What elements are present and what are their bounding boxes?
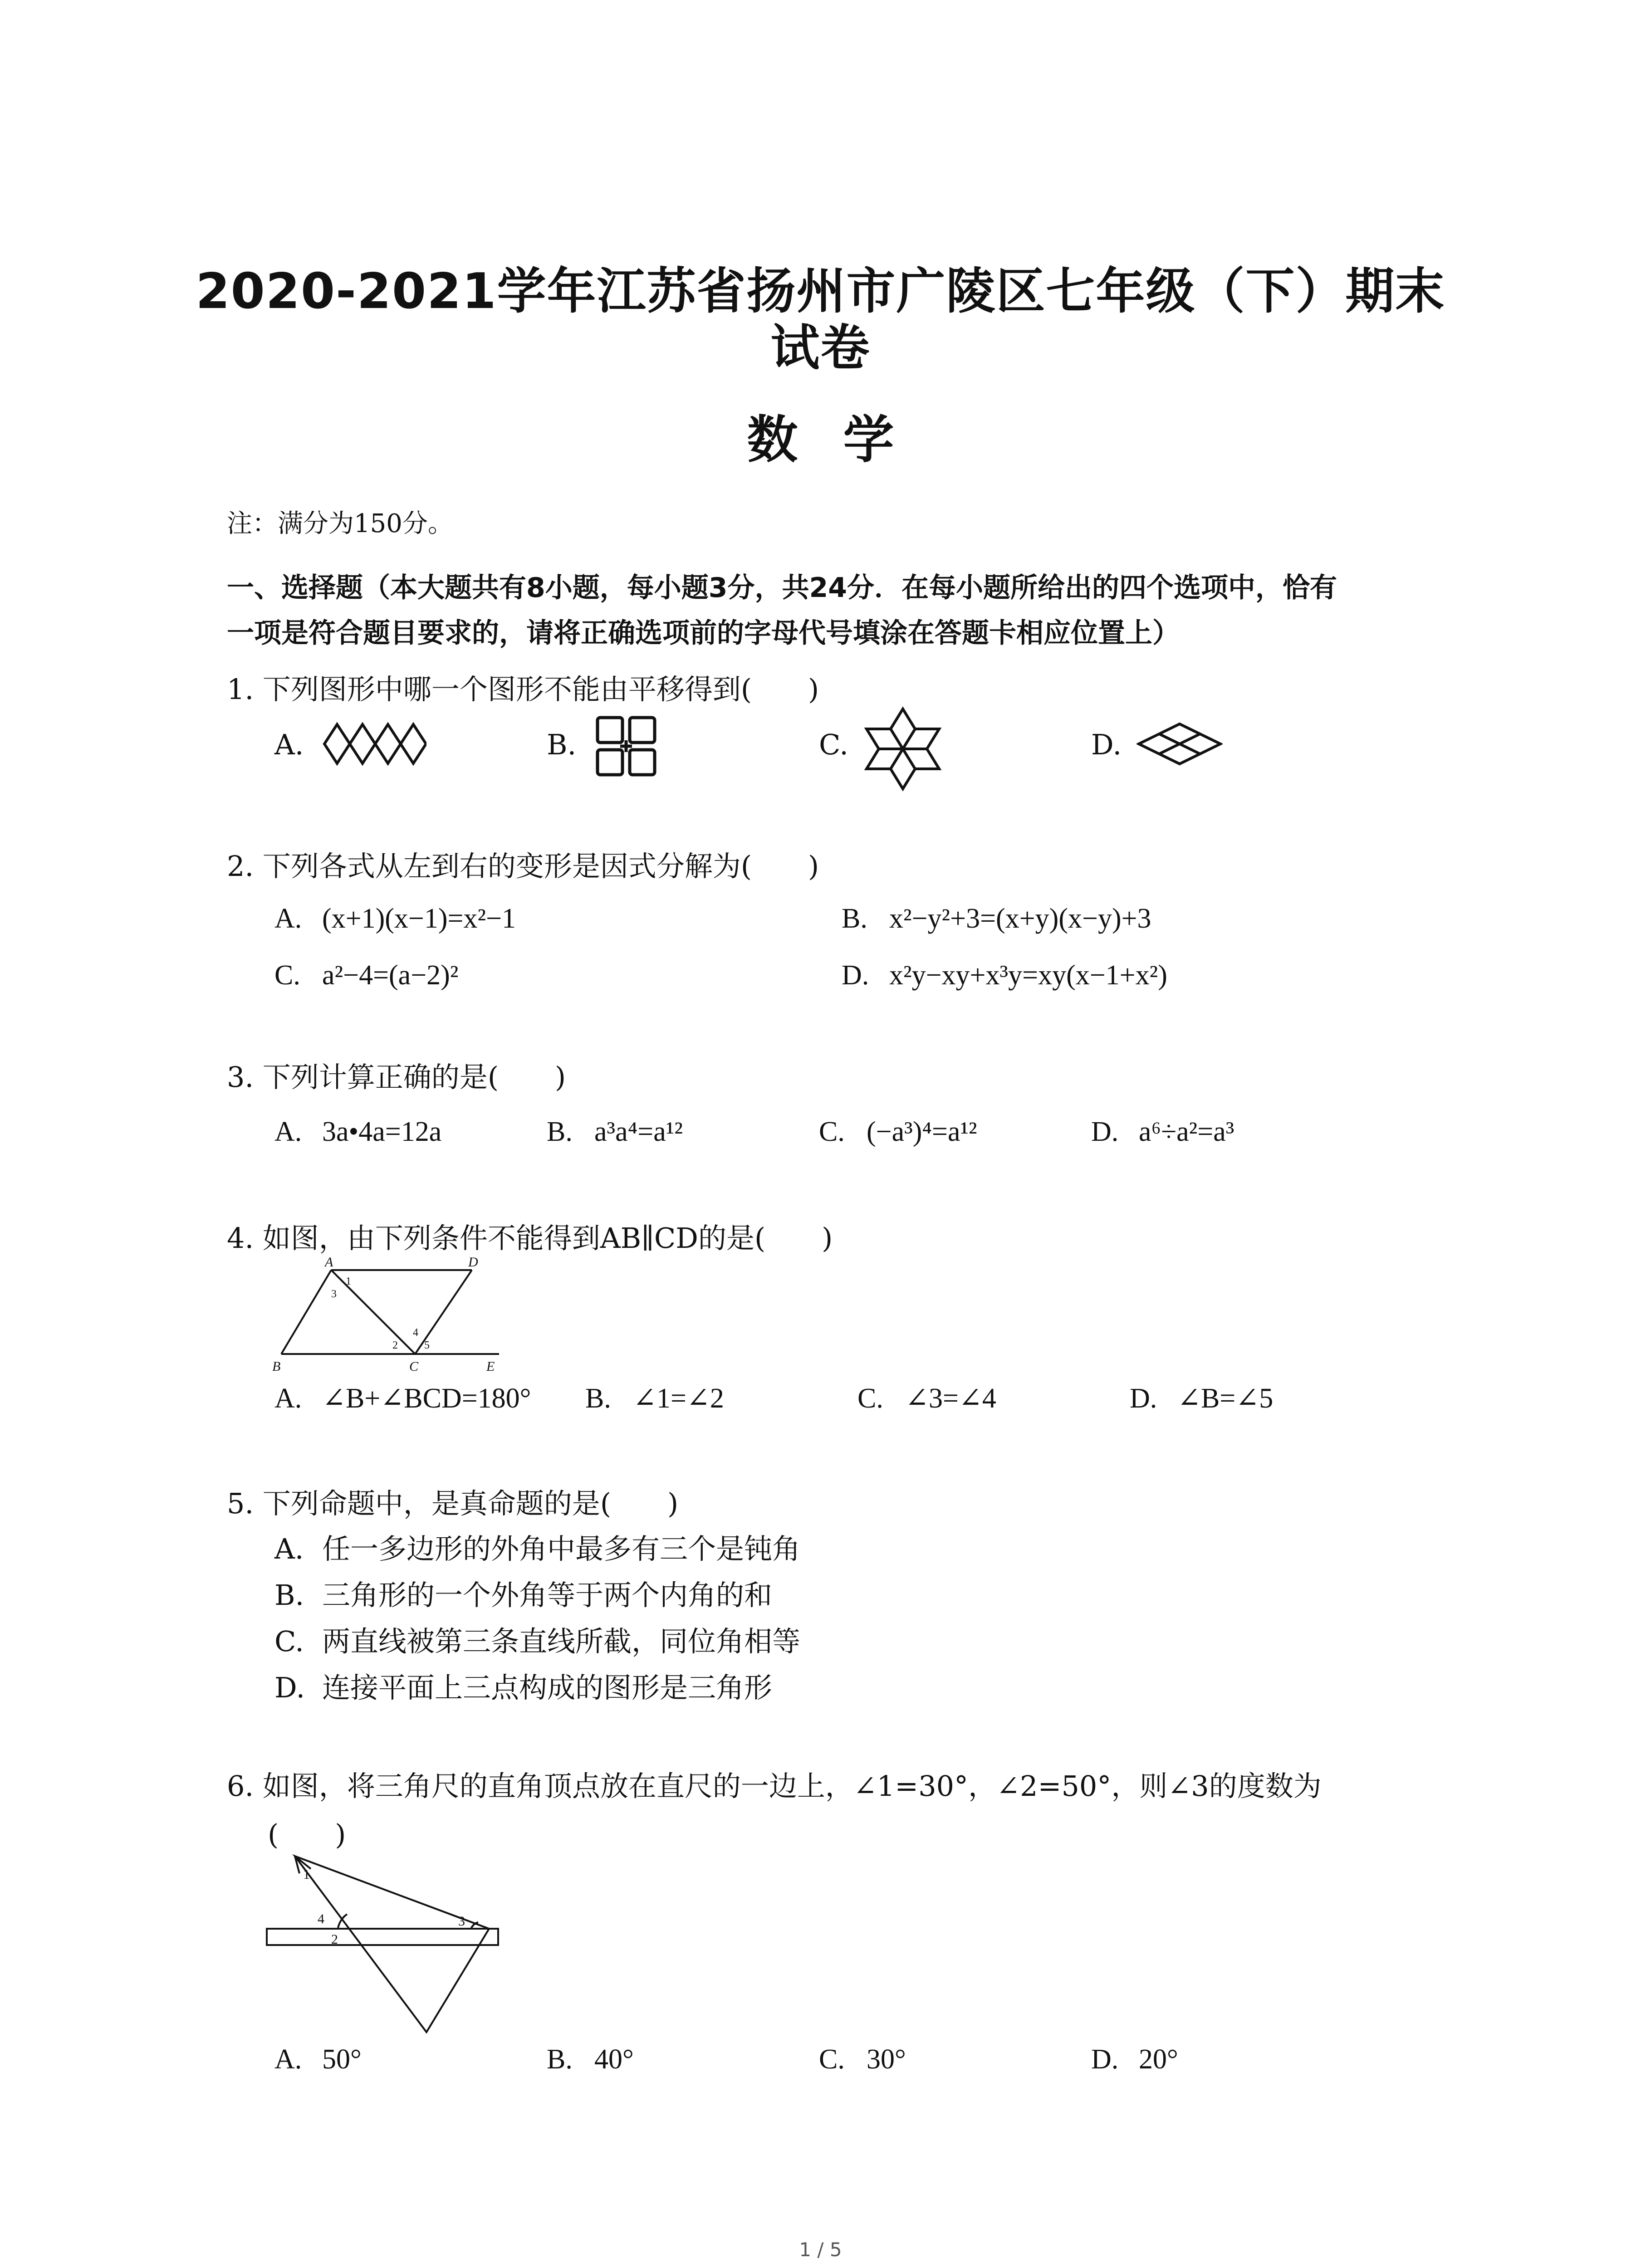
q5-option-d xyxy=(274,1665,772,1706)
q3-option-a-key: A. xyxy=(274,1116,302,1147)
q6-option-b xyxy=(547,2043,634,2076)
q3-option-b-key: B. xyxy=(547,1116,573,1147)
q5-option-a-text: 任一多边形的外角中最多有三个是钝角 xyxy=(322,1532,801,1565)
q1-figure-d-four-rhombuses xyxy=(1136,721,1223,767)
score-note: 注：满分为150分。 xyxy=(227,509,453,538)
q4-stem: 4. 如图，由下列条件不能得到AB∥CD的是( ) xyxy=(227,1222,833,1255)
q3-option-b xyxy=(547,1116,683,1148)
q3-option-c xyxy=(819,1116,977,1148)
page-number: 1 / 5 xyxy=(799,2239,842,2261)
q5-stem: 5. 下列命题中，是真命题的是( ) xyxy=(227,1487,679,1520)
q2-option-b xyxy=(842,903,1151,935)
subject-title: 数学 xyxy=(747,411,940,469)
q3-option-d xyxy=(1091,1116,1234,1148)
q6-angle-4-label: 4 xyxy=(318,1911,324,1926)
q6-option-d-key: D. xyxy=(1091,2044,1119,2075)
q4-angle-4-label: 4 xyxy=(413,1327,418,1339)
q6-option-d xyxy=(1091,2043,1178,2076)
q5-option-d-key: D. xyxy=(274,1671,305,1704)
q4-option-b-key: B. xyxy=(585,1383,611,1414)
q5-option-b xyxy=(274,1573,772,1613)
exam-title-line1: 2020-2021学年江苏省扬州市广陵区七年级（下）期末 xyxy=(196,263,1445,320)
q6-option-b-text: 40° xyxy=(594,2044,634,2075)
q4-option-b-text: ∠1=∠2 xyxy=(633,1383,724,1414)
q2-option-a xyxy=(274,903,516,935)
q4-angle-1-label: 1 xyxy=(346,1276,351,1287)
q4-option-d-key: D. xyxy=(1130,1383,1157,1414)
q1-option-a-key: A. xyxy=(274,728,304,761)
q5-option-c xyxy=(274,1619,800,1659)
q1-option-c-key: C. xyxy=(819,728,848,761)
q4-option-c-text: ∠3=∠4 xyxy=(905,1383,996,1414)
q2-option-d-key: D. xyxy=(842,960,869,991)
q6-option-c-key: C. xyxy=(819,2044,845,2075)
q1-figure-c-six-rhombus-star xyxy=(864,705,941,792)
q2-option-c-key: C. xyxy=(274,960,300,991)
q4-option-a-key: A. xyxy=(274,1383,302,1414)
q5-option-c-key: C. xyxy=(274,1625,304,1658)
q4-option-a xyxy=(274,1381,531,1415)
q4-option-c-key: C. xyxy=(857,1383,883,1414)
q4-option-d xyxy=(1130,1381,1273,1415)
q5-option-d-text: 连接平面上三点构成的图形是三角形 xyxy=(322,1671,773,1704)
q6-option-a-key: A. xyxy=(274,2044,302,2075)
q4-label-c: C xyxy=(409,1359,419,1374)
q6-option-b-key: B. xyxy=(547,2044,573,2075)
q6-angle-1-label: 1 xyxy=(303,1867,310,1882)
q2-stem: 2. 下列各式从左到右的变形是因式分解为( ) xyxy=(227,850,819,883)
q6-option-a-text: 50° xyxy=(322,2044,362,2075)
q6-option-a xyxy=(274,2043,362,2076)
q2-option-b-key: B. xyxy=(842,903,867,934)
q6-option-c xyxy=(819,2043,906,2076)
q2-option-d-text: x²y−xy+x³y=xy(x−1+x²) xyxy=(889,960,1167,991)
q2-option-a-key: A. xyxy=(274,903,302,934)
section1-heading-line2: 一项是符合题目要求的，请将正确选项前的字母代号填涂在答题卡相应位置上） xyxy=(227,617,1180,649)
q2-option-c-text: a²−4=(a−2)² xyxy=(322,960,459,991)
q3-option-a xyxy=(274,1116,441,1148)
q1-figure-b-four-squares xyxy=(592,712,660,780)
section1-heading-line1: 一、选择题（本大题共有8小题，每小题3分，共24分．在每小题所给出的四个选项中，恰有 xyxy=(227,572,1337,604)
q5-option-c-text: 两直线被第三条直线所截，同位角相等 xyxy=(322,1625,801,1658)
q6-angle-2-label: 2 xyxy=(331,1932,338,1947)
q4-option-a-text: ∠B+∠BCD=180° xyxy=(322,1383,531,1414)
q6-stem: 6. 如图，将三角尺的直角顶点放在直尺的一边上，∠1=30°，∠2=50°，则∠3的度数为 xyxy=(227,1769,1322,1803)
q6-option-c-text: 30° xyxy=(867,2044,906,2075)
q1-figure-a-chain-of-rhombuses xyxy=(322,719,426,769)
q2-option-c xyxy=(274,959,458,992)
q4-label-d: D xyxy=(468,1255,478,1270)
q6-figure-triangle-and-ruler xyxy=(259,1851,504,2041)
q5-option-b-text: 三角形的一个外角等于两个内角的和 xyxy=(322,1579,773,1612)
q3-stem: 3. 下列计算正确的是( ) xyxy=(227,1061,566,1094)
q4-angle-2-label: 2 xyxy=(392,1339,398,1351)
q3-option-d-text: a⁶÷a²=a³ xyxy=(1139,1116,1234,1147)
q1-stem: 1. 下列图形中哪一个图形不能由平移得到( ) xyxy=(227,673,819,706)
q2-option-d xyxy=(842,959,1167,992)
q4-option-c xyxy=(857,1381,996,1415)
q4-option-d-text: ∠B=∠5 xyxy=(1177,1383,1274,1414)
q4-label-a: A xyxy=(325,1255,333,1270)
q4-figure-parallelogram xyxy=(263,1252,508,1374)
q4-angle-3-label: 3 xyxy=(331,1288,337,1300)
q4-option-b xyxy=(585,1381,724,1415)
q2-option-a-text: (x+1)(x−1)=x²−1 xyxy=(322,903,516,934)
q3-option-a-text: 3a•4a=12a xyxy=(322,1116,442,1147)
q6-angle-3-label: 3 xyxy=(458,1914,465,1929)
q2-option-b-text: x²−y²+3=(x+y)(x−y)+3 xyxy=(889,903,1151,934)
q1-option-d-key: D. xyxy=(1091,728,1122,761)
q3-option-d-key: D. xyxy=(1091,1116,1119,1147)
q6-stem-blank: ( ) xyxy=(268,1818,346,1851)
q5-option-b-key: B. xyxy=(274,1579,304,1612)
exam-title-line2: 试卷 xyxy=(770,320,871,376)
q3-option-b-text: a³a⁴=a¹² xyxy=(594,1116,683,1147)
q1-option-b-key: B. xyxy=(547,728,577,761)
q5-option-a-key: A. xyxy=(274,1532,304,1565)
q4-label-b: B xyxy=(272,1359,281,1374)
q6-option-d-text: 20° xyxy=(1139,2044,1178,2075)
q3-option-c-text: (−a³)⁴=a¹² xyxy=(867,1116,977,1147)
q5-option-a xyxy=(274,1526,800,1567)
q4-label-e: E xyxy=(486,1359,495,1374)
q3-option-c-key: C. xyxy=(819,1116,845,1147)
q4-angle-5-label: 5 xyxy=(424,1339,430,1351)
